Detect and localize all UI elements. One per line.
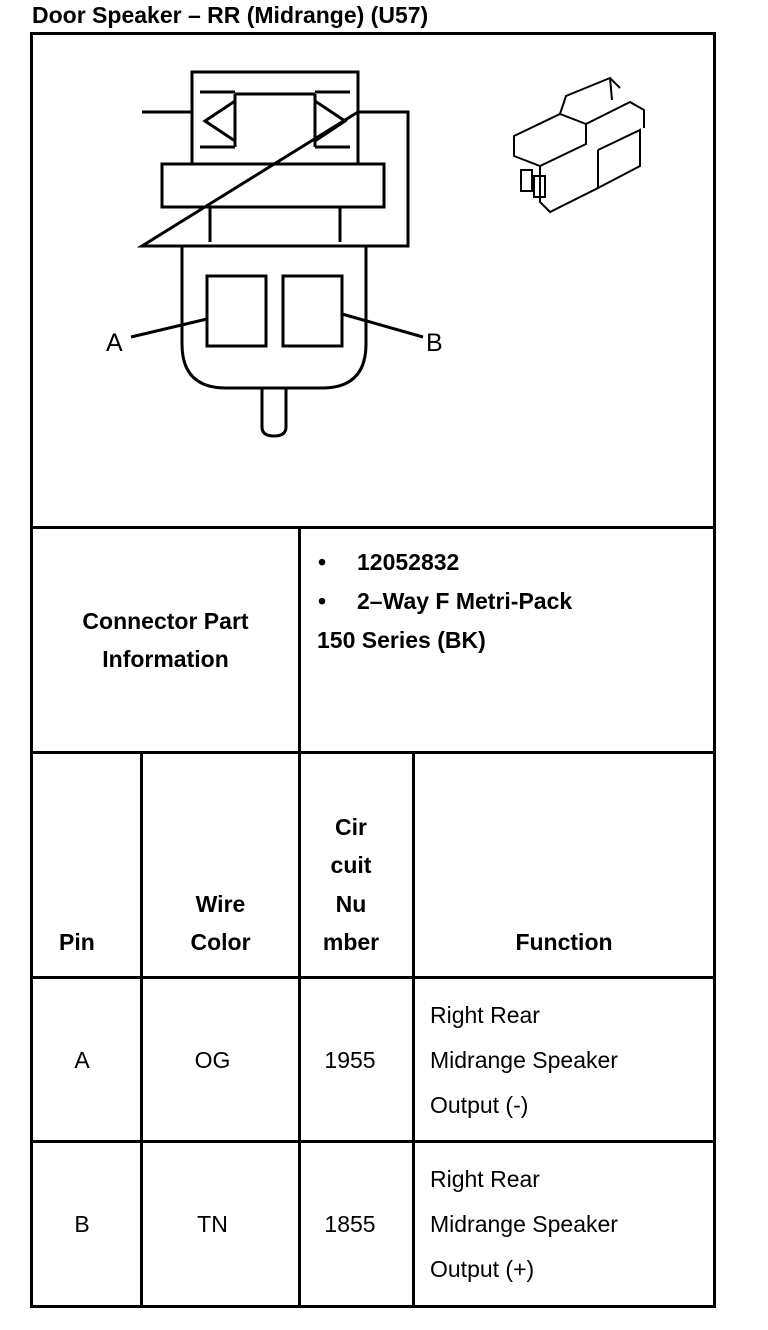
row-a-circuit: 1955 [324, 1047, 376, 1073]
bullet-1: • [318, 549, 327, 575]
header-pin: Pin [59, 929, 95, 955]
row-a-color: OG [194, 1047, 231, 1073]
connector-table [30, 32, 716, 1308]
page-title: Door Speaker – RR (Midrange) (U57) [32, 2, 429, 28]
row-b-function-2: Midrange Speaker [430, 1211, 618, 1237]
row-b-function-3: Output (+) [430, 1256, 535, 1282]
divider-col-circuit [412, 751, 415, 1308]
header-circuit-1: Cir [335, 814, 367, 840]
row-b-pin: B [74, 1211, 90, 1237]
divider-row-a [30, 1140, 716, 1143]
header-circuit-2: cuit [330, 852, 372, 878]
row-b-function-1: Right Rear [430, 1166, 540, 1192]
connector-series: 150 Series (BK) [317, 627, 486, 653]
connector-face-drawing [30, 32, 716, 526]
row-a-pin: A [74, 1047, 90, 1073]
row-a-function-3: Output (-) [430, 1092, 529, 1118]
pin-label-a: A [106, 329, 123, 357]
bullet-2: • [318, 588, 327, 614]
header-circuit-3: Nu [335, 891, 367, 917]
header-wire-color-2: Color [190, 929, 251, 955]
header-wire-color-1: Wire [195, 891, 246, 917]
divider-info [30, 751, 716, 754]
divider-diagram [30, 526, 716, 529]
row-b-color: TN [197, 1211, 228, 1237]
row-b-circuit: 1855 [324, 1211, 376, 1237]
row-a-function-2: Midrange Speaker [430, 1047, 618, 1073]
header-circuit-4: mber [322, 929, 380, 955]
pin-label-b: B [426, 329, 443, 357]
connector-type: 2–Way F Metri-Pack [357, 588, 573, 614]
divider-header [30, 976, 716, 979]
info-label-line1: Connector Part [82, 608, 249, 634]
part-number: 12052832 [357, 549, 460, 575]
border-bottom [30, 1305, 716, 1308]
row-a-function-1: Right Rear [430, 1002, 540, 1028]
info-label-line2: Information [102, 646, 229, 672]
header-function: Function [515, 929, 613, 955]
